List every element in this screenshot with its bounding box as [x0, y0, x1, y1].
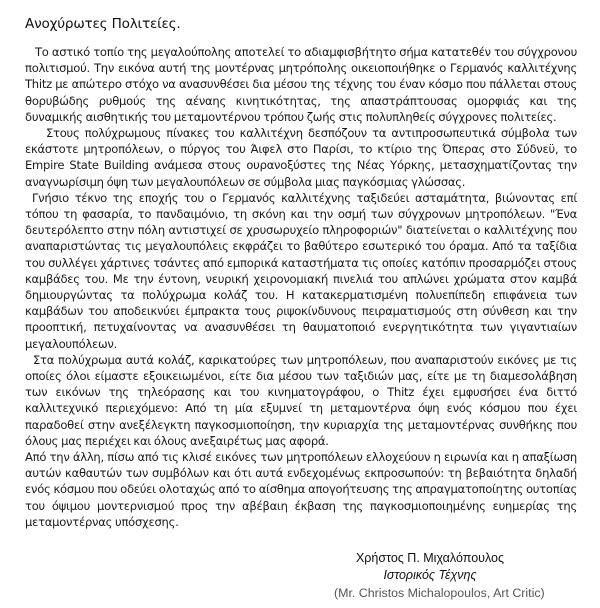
document-title: Ανοχύρωτες Πολιτείες. [25, 16, 181, 32]
paragraph: Το αστικό τοπίο της μεγαλούπολης αποτελεί το αδιαμφισβήτητο σήμα κατατεθέν του σύγχρονου πολιτισμού. Την εικόνα αυτή της μοντέρνας μητρόπολης οικειοποιήθηκε ο Γερμανός καλλιτέχνης Thitz με απώτερο στόχο να ανασυνθέσει δια μέσου της τέχνης του έναν κόσμο που πάλλεται στους θορυβώδης ρυθμούς της αέναης κινητικότητας, της απαστράπτουσας ομορφιάς και της δυναμικής αισθητικής του μεταμοντέρνου τρόπου ζωής στις πολυπληθείς σύγχρονες πολιτείες. [25, 45, 577, 124]
author-name: Χρήστος Π. Μιχαλόπουλος [355, 551, 505, 565]
paragraph: Στους πολύχρωμους πίνακες του καλλιτέχνη δεσπόζουν τα αντιπροσωπευτικά σύμβολα των εκάστοτε μητροπόλεων, ο πύργος του Άιφελ στο Παρίσι, το κτίριο της Όπερας στο Σύδνεϋ, το Empire State Building ανάμεσα στους ουρανοξύστες της Νέας Υόρκης, μετασχηματίζοντας την αναγνωρίσιμη όψη των μεγαλουπόλεων σε σύμβολα μιας παγκόσμιας γλώσσας. [25, 126, 577, 189]
paragraph: Γνήσιο τέκνο της εποχής του ο Γερμανός καλλιτέχνης ταξιδεύει ασταμάτητα, βιώνοντας επί τόπου τη φασαρία, το πανδαιμόνιο, τη σκόνη και την οσμή των σύγχρονων μητροπόλεων. "Ένα δευτερόλεπτο στην πόλη αντιστιχεί σε χρυσωρυχείο πληροφοριών" διατείνεται ο καλλιτέχνης που αναπαριστώντας τις μεγαλουπόλεις εκφράζει το βαθύτερο εσωτερικό του όραμα. Από τα ταξίδια του συλλέγει χάρτινες τσάντες από εμπορικά καταστήματα τις οποίες κατόπιν προσαρμόζει στους καμβάδες του. Με την έντονη, νευρική χειρονομιακή πινελιά του απλώνει χρώματα στον καμβά δημιουργώντας τα πολύχρωμα κολάζ του. Η κατακερματισμένη πολυεπίπεδη επιφάνεια των καμβάδων του αποδεικνύει έμπρακτα τους ριψοκίνδυνους πειραματισμούς στη σύνθεση και την προοπτική, πετυχαίνοντας να ανασυνθέσει τη θαυματοποιό ενεργητικότητα των γιγαντιαίων μεγαλουπόλεων. [25, 190, 577, 351]
signature-block [310, 550, 550, 584]
document-body [25, 44, 577, 530]
paragraph: Στα πολύχρωμα αυτά κολάζ, καρικατούρες των μητροπόλεων, που αναπαριστούν εικόνες με τις οποίες όλοι είμαστε εξοικειωμένοι, είτε δια μέσου των ταξιδιών μας, είτε με τη διαμεσολάβηση των εικόνων της τηλεόρασης και του κινηματογράφου, ο Thitz έχει εμφυσήσει ένα διττό καλλιτεχνικό περιεχόμενο: Από τη μία εξυμνεί τη μεταμοντέρνα όψη ενός κόσμου που έχει παραδοθεί στην ανεξέλεγκτη παγκοσμιοποίηση, την κυριαρχία της μεταμοντέρνας συνθήκης που όλους μας περιέχει και όλους ανεξαιρέτως μας αφορά. [25, 352, 577, 448]
paragraph: Από την άλλη, πίσω από τις κλισέ εικόνες των μητροπόλεων ελλοχεύουν η ειρωνία και η απαξίωση αυτών καθαυτών των συμβόλων και ότι αυτά ενδεχομένως εκπροσωπούν: τη βεβαιότητα δηλαδή ενός κόσμου που οδεύει ολοταχώς από το αίσθημα απογοήτευσης της απραγματοποίητης ουτοπίας του όψιμου μοντερνισμού προς την αβέβαιη έκβαση της παγκοσμιοποιημένης ευημερίας της μεταμοντέρνας υπόσχεσης. [25, 450, 577, 529]
author-english-caption: (Mr. Christos Michalopoulos, Art Critic) [334, 586, 545, 600]
author-role: Ιστορικός Τέχνης [383, 568, 477, 582]
